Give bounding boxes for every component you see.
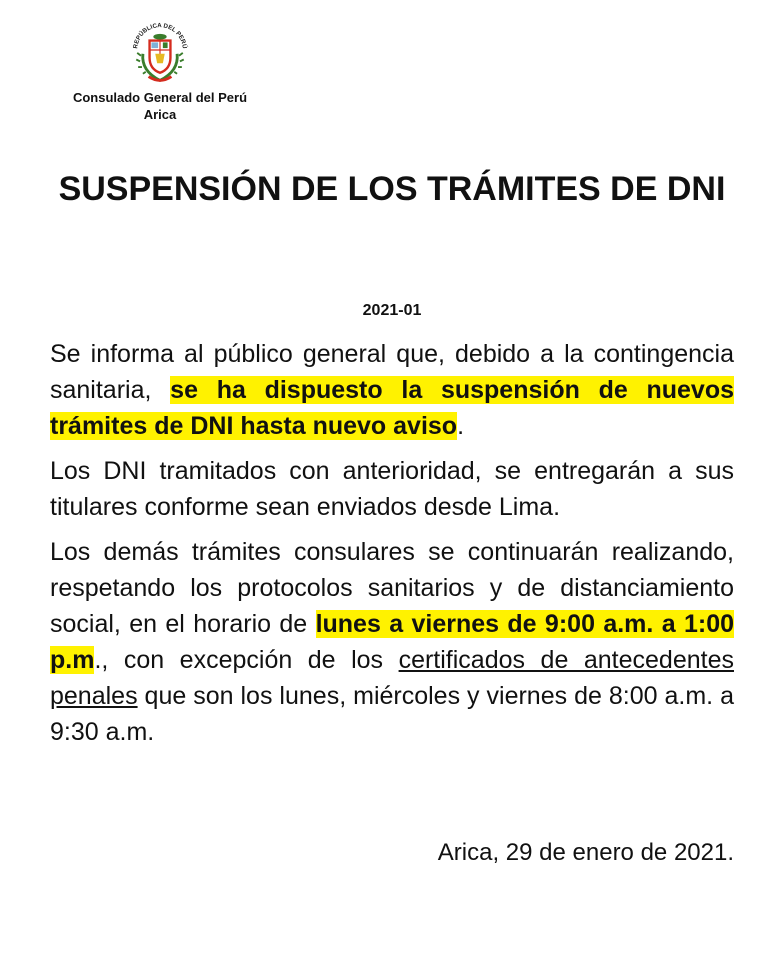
paragraph-1-end: .	[457, 412, 465, 440]
peru-coat-of-arms-icon	[122, 12, 198, 88]
consulate-city: Arica	[143, 107, 177, 122]
paragraph-3-text: Los demás trámites consulares se continuarán realizando, respetando los protocolos sanitarios y de distanciamiento social, en el horario de	[50, 538, 734, 638]
paragraph-3-highlight: lunes a viernes de 9:00 a.m. a 1:00 p.m	[50, 610, 735, 674]
paragraph-2: Los DNI tramitados con anterioridad, se entregarán a sus titulares conforme sean enviados desde Lima.	[50, 457, 734, 521]
paragraph-3-text-b: ., con excepción de los	[94, 646, 399, 674]
paragraph-1-highlight: se ha dispuesto la suspensión de nuevos trámites de DNI hasta nuevo aviso	[50, 376, 734, 440]
paragraph-3-underline: certificados de antecedentes penales	[50, 646, 734, 710]
letterhead	[60, 12, 260, 122]
paragraph-3-text-c: que son los lunes, miércoles y viernes de 8:00 a.m. a 9:30 a.m.	[50, 682, 734, 746]
notice-body	[50, 336, 734, 759]
document-title: SUSPENSIÓN DE LOS TRÁMITES DE DNI	[58, 170, 726, 208]
paragraph-1	[50, 336, 734, 444]
paragraph-1-text: Se informa al público general que, debido a la contingencia sanitaria,	[50, 340, 734, 404]
notice-code: 2021-01	[362, 302, 422, 319]
paragraph-3	[50, 534, 734, 750]
consulate-name: Consulado General del Perú	[72, 90, 248, 105]
place-and-date: Arica, 29 de enero de 2021.	[437, 839, 734, 866]
seal-text: REPÚBLICA DEL PERÚ	[132, 22, 188, 50]
